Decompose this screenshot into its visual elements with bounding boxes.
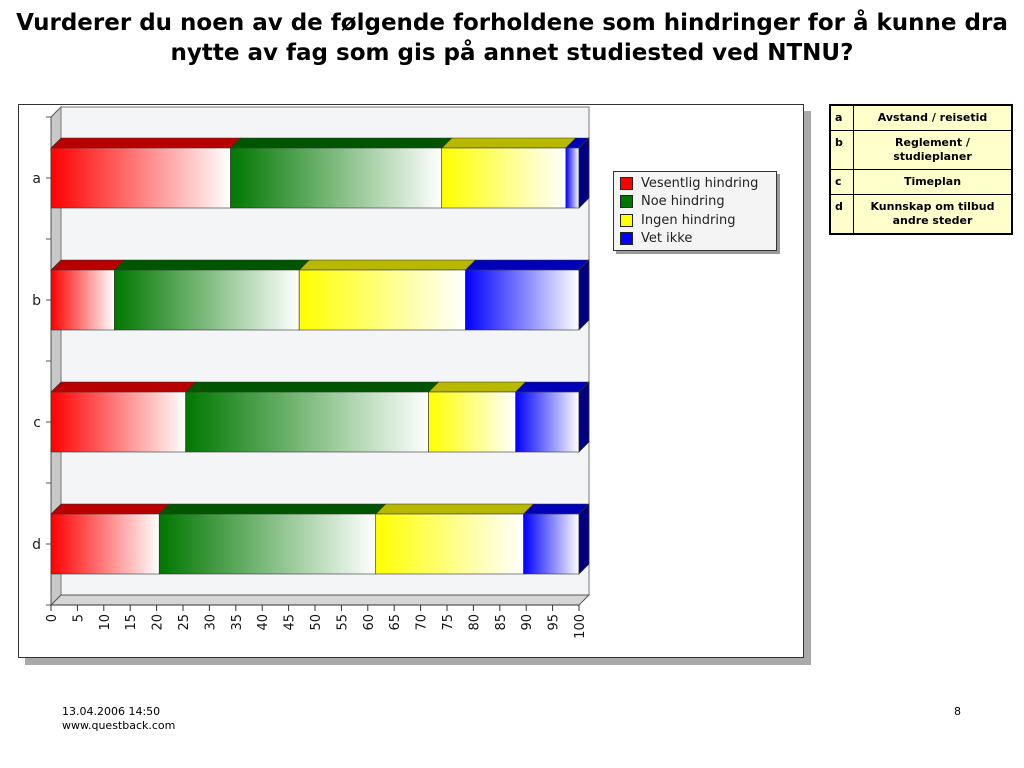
key-row-c — [830, 170, 1012, 195]
bar-end-a — [579, 138, 589, 208]
chart-legend — [613, 171, 777, 251]
bar-top-a-0 — [51, 138, 241, 148]
footer-datetime: 13.04.2006 14:50 — [62, 705, 161, 718]
legend-label: Ingen hindring — [641, 212, 736, 228]
x-tick-label-55: 55 — [335, 614, 351, 631]
bar-segment-c-0 — [51, 392, 186, 452]
page-number: 8 — [954, 705, 961, 718]
key-letter: a — [830, 105, 854, 131]
category-label-b: b — [32, 293, 41, 309]
key-row-b — [830, 131, 1012, 170]
bar-segment-d-2 — [376, 514, 524, 574]
bar-segment-c-2 — [429, 392, 516, 452]
bar-top-c-1 — [186, 382, 439, 392]
x-tick-label-45: 45 — [282, 614, 298, 631]
bar-top-c-3 — [516, 382, 589, 392]
x-tick-label-60: 60 — [361, 614, 377, 631]
bar-top-d-3 — [524, 504, 589, 514]
x-tick-label-40: 40 — [256, 614, 272, 631]
bar-end-c — [579, 382, 589, 452]
bar-end-b — [579, 260, 589, 330]
x-tick-label-100: 100 — [573, 614, 588, 639]
key-description: Kunnskap om tilbud andre steder — [854, 195, 1013, 235]
bar-segment-a-3 — [566, 148, 579, 208]
bar-segment-d-0 — [51, 514, 159, 574]
x-tick-label-25: 25 — [177, 614, 192, 631]
bar-top-b-3 — [465, 260, 589, 270]
bar-segment-b-1 — [114, 270, 299, 330]
bar-top-b-1 — [114, 260, 309, 270]
chart-frame — [18, 104, 804, 658]
bar-segment-b-0 — [51, 270, 114, 330]
x-tick-label-10: 10 — [97, 614, 113, 631]
legend-swatch — [620, 214, 633, 227]
x-tick-label-20: 20 — [150, 614, 166, 631]
legend-item-vesentlig-hindring — [614, 174, 776, 193]
x-tick-label-15: 15 — [124, 614, 140, 631]
key-description: Timeplan — [854, 170, 1013, 195]
bar-end-d — [579, 504, 589, 574]
bar-top-c-0 — [51, 382, 196, 392]
bar-segment-d-3 — [524, 514, 579, 574]
bar-top-d-1 — [159, 504, 385, 514]
key-letter: d — [830, 195, 854, 235]
chart-floor — [51, 595, 589, 605]
bar-segment-a-1 — [231, 148, 442, 208]
x-tick-label-95: 95 — [546, 614, 562, 631]
bar-top-a-2 — [442, 138, 576, 148]
legend-item-noe-hindring — [614, 193, 776, 212]
bar-top-b-2 — [299, 260, 475, 270]
category-label-d: d — [32, 537, 41, 553]
key-letter: b — [830, 131, 854, 170]
category-label-a: a — [32, 171, 41, 187]
key-letter: c — [830, 170, 854, 195]
footer-url: www.questback.com — [62, 719, 176, 732]
x-tick-label-85: 85 — [493, 614, 509, 631]
legend-label: Vesentlig hindring — [641, 175, 759, 191]
bar-segment-a-2 — [442, 148, 566, 208]
x-tick-label-65: 65 — [388, 614, 404, 631]
legend-swatch — [620, 232, 633, 245]
category-key-table — [829, 104, 1013, 235]
bar-segment-a-0 — [51, 148, 231, 208]
key-description: Avstand / reisetid — [854, 105, 1013, 131]
x-tick-label-80: 80 — [467, 614, 483, 631]
legend-label: Noe hindring — [641, 194, 725, 210]
key-description: Reglement / studieplaner — [854, 131, 1013, 170]
x-tick-label-50: 50 — [309, 614, 324, 631]
x-tick-label-75: 75 — [441, 614, 456, 631]
legend-item-ingen-hindring — [614, 211, 776, 230]
bar-top-b-0 — [51, 260, 124, 270]
legend-swatch — [620, 195, 633, 208]
legend-swatch — [620, 177, 633, 190]
key-row-d — [830, 195, 1012, 235]
bar-segment-d-1 — [159, 514, 375, 574]
x-tick-label-70: 70 — [414, 614, 430, 631]
legend-item-vet-ikke — [614, 230, 776, 249]
bar-top-a-1 — [231, 138, 452, 148]
x-tick-label-90: 90 — [520, 614, 536, 631]
bar-top-d-0 — [51, 504, 169, 514]
bar-segment-b-3 — [465, 270, 579, 330]
category-label-c: c — [33, 415, 41, 431]
slide-title: Vurderer du noen av de følgende forholdene som hindringer for å kunne dra nytte av fag som gis på annet studiested ved NTNU? — [16, 10, 1008, 66]
x-tick-label-30: 30 — [203, 614, 219, 631]
legend-label: Vet ikke — [641, 231, 693, 247]
bar-segment-c-3 — [516, 392, 579, 452]
x-tick-label-35: 35 — [229, 614, 245, 631]
bar-segment-c-1 — [186, 392, 429, 452]
bar-top-d-2 — [376, 504, 534, 514]
x-tick-label-0: 0 — [45, 614, 60, 623]
bar-top-c-2 — [429, 382, 526, 392]
bar-segment-b-2 — [299, 270, 465, 330]
x-tick-label-5: 5 — [71, 614, 87, 623]
key-row-a — [830, 105, 1012, 131]
